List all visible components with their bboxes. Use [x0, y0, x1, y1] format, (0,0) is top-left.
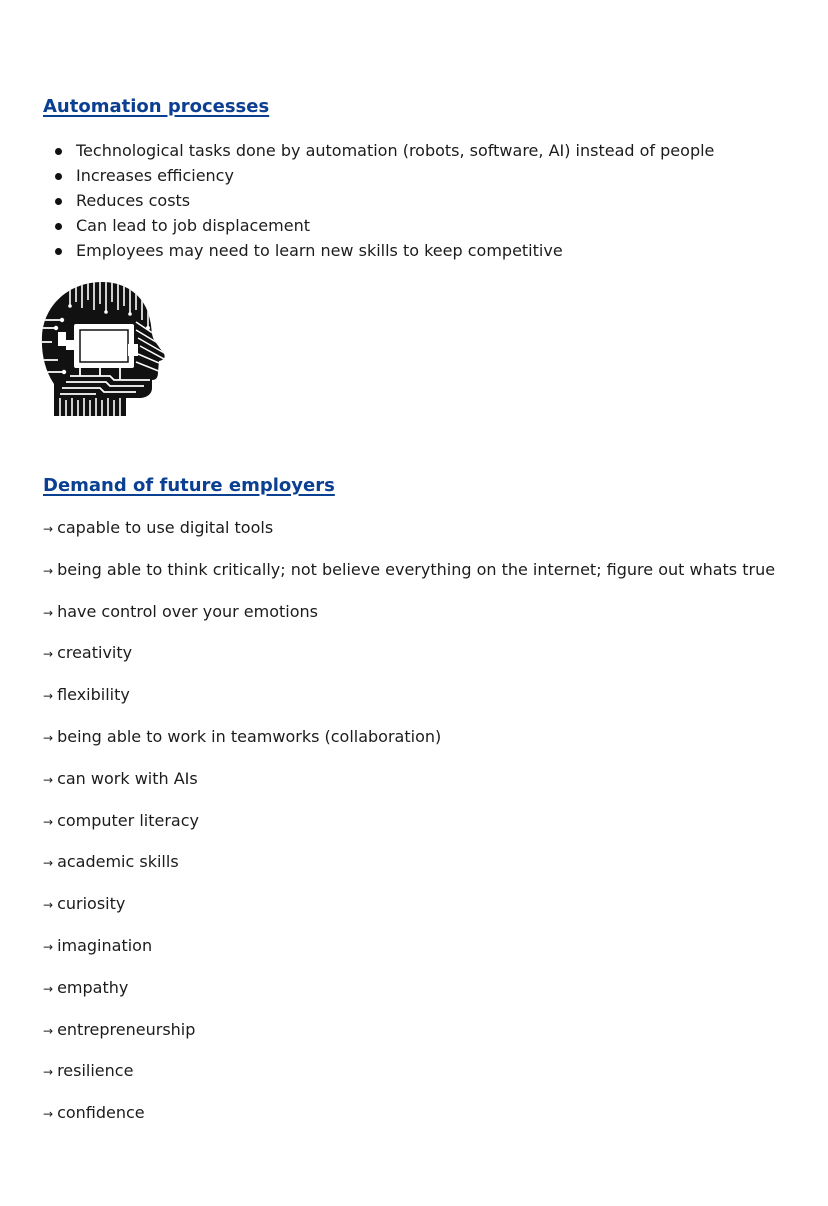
list-item: [43, 1019, 775, 1061]
arrow-right-icon: →: [43, 689, 54, 704]
arrow-right-icon: →: [43, 522, 54, 536]
list-item: [43, 935, 775, 977]
circuit-head-icon: [40, 280, 168, 418]
list-item-text: creativity: [57, 643, 133, 663]
list-item-text: resilience: [57, 1061, 134, 1081]
list-item: [43, 726, 775, 768]
list-item-text: empathy: [57, 977, 129, 997]
list-item: [43, 768, 775, 810]
arrow-right-icon: →: [43, 1023, 54, 1038]
list-item: [43, 851, 775, 893]
demand-list: [43, 517, 775, 1144]
list-item-text: confidence: [57, 1103, 145, 1123]
automation-bullet-list: [55, 140, 714, 265]
arrow-right-icon: →: [43, 1107, 54, 1122]
bullet-item: [55, 165, 714, 190]
arrow-right-icon: →: [43, 856, 54, 871]
bullet-text: Can lead to job displacement: [76, 216, 310, 235]
bullet-item: [55, 215, 714, 240]
bullet-dot-icon: [55, 198, 62, 205]
list-item-text: capable to use digital tools: [57, 518, 274, 537]
arrow-right-icon: →: [43, 814, 54, 829]
bullet-dot-icon: [55, 173, 62, 180]
automation-processes-heading[interactable]: Automation processes: [43, 96, 270, 117]
bullet-dot-icon: [55, 148, 62, 155]
list-item-text: being able to work in teamworks (collaboration): [57, 726, 442, 746]
list-item-text: flexibility: [57, 685, 130, 705]
list-item-text: curiosity: [57, 894, 126, 914]
list-item-text: academic skills: [57, 852, 179, 872]
list-item: [43, 559, 775, 601]
list-item-text: can work with AIs: [57, 768, 198, 788]
list-item: [43, 1060, 775, 1102]
bullet-text: Reduces costs: [76, 191, 191, 210]
list-item: [43, 810, 775, 852]
bullet-item: [55, 240, 714, 265]
arrow-right-icon: →: [43, 898, 54, 913]
arrow-right-icon: →: [43, 1065, 54, 1080]
arrow-right-icon: →: [43, 563, 54, 578]
bullet-item: [55, 190, 714, 215]
list-item-text: entrepreneurship: [57, 1019, 196, 1039]
arrow-right-icon: →: [43, 605, 54, 620]
arrow-right-icon: →: [43, 981, 54, 996]
list-item: [43, 601, 775, 643]
bullet-text: Employees may need to learn new skills to keep competitive: [76, 241, 563, 260]
list-item: [43, 893, 775, 935]
bullet-text: Increases efficiency: [76, 166, 234, 185]
demand-future-employers-heading[interactable]: Demand of future employers: [43, 475, 335, 496]
arrow-right-icon: →: [43, 939, 54, 954]
list-item-text: computer literacy: [57, 810, 199, 830]
list-item-text: have control over your emotions: [57, 601, 318, 621]
list-item: [43, 684, 775, 726]
arrow-right-icon: →: [43, 730, 54, 745]
list-item-text: imagination: [57, 935, 153, 955]
list-item: [43, 1102, 775, 1144]
arrow-right-icon: →: [43, 647, 54, 662]
bullet-item: [55, 140, 714, 165]
bullet-dot-icon: [55, 248, 62, 255]
list-item: [43, 642, 775, 684]
arrow-right-icon: →: [43, 772, 54, 787]
list-item-text: being able to think critically; not believe everything on the internet; figure out whats true: [57, 559, 776, 579]
bullet-text: Technological tasks done by automation (robots, software, AI) instead of people: [76, 141, 715, 160]
list-item: [43, 517, 775, 559]
bullet-dot-icon: [55, 223, 62, 230]
list-item: [43, 977, 775, 1019]
